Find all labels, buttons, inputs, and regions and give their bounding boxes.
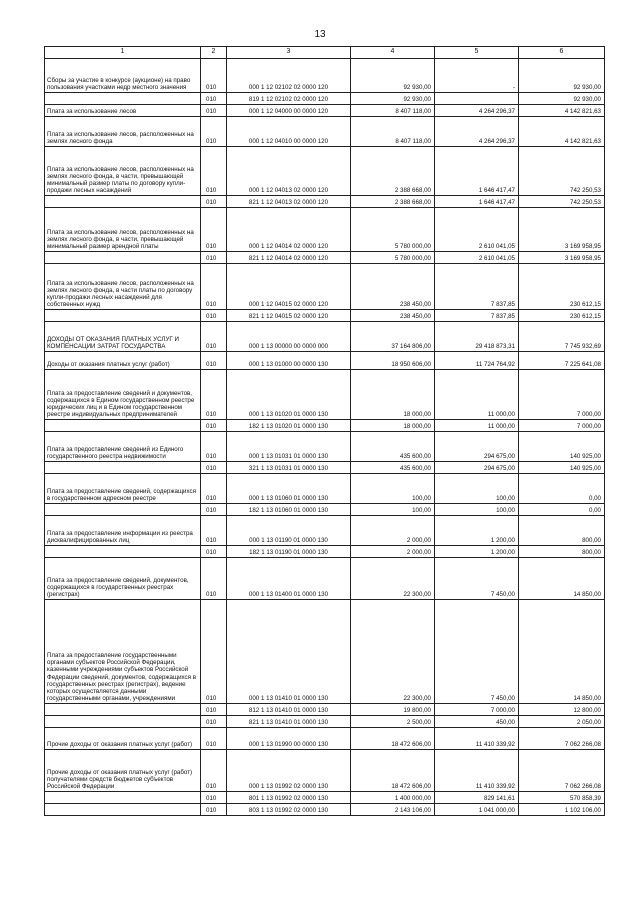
row-classification-code: 000 1 13 00000 00 0000 000 bbox=[227, 322, 351, 352]
row-executed-amount: 1 646 417,47 bbox=[435, 196, 519, 208]
row-approved-amount: 18 950 606,00 bbox=[351, 352, 435, 370]
row-approved-amount: 238 450,00 bbox=[351, 310, 435, 322]
row-description: Прочие доходы от оказания платных услуг (работ) получателями средств бюджетов субъектов Российской Федерации bbox=[45, 750, 201, 792]
row-description bbox=[45, 704, 201, 716]
row-code: 010 bbox=[201, 264, 227, 310]
row-remaining-amount: 0,00 bbox=[519, 504, 605, 516]
row-remaining-amount: 7 000,00 bbox=[519, 370, 605, 420]
row-approved-amount: 18 000,00 bbox=[351, 370, 435, 420]
row-classification-code: 000 1 13 01410 01 0000 130 bbox=[227, 600, 351, 704]
row-executed-amount: 294 675,00 bbox=[435, 432, 519, 462]
row-executed-amount: 7 000,00 bbox=[435, 704, 519, 716]
table-row bbox=[45, 352, 605, 370]
row-code: 010 bbox=[201, 59, 227, 93]
row-code: 010 bbox=[201, 147, 227, 196]
row-classification-code: 000 1 12 04015 02 0000 120 bbox=[227, 264, 351, 310]
row-executed-amount: 829 141,61 bbox=[435, 792, 519, 804]
row-classification-code: 821 1 12 04013 02 0000 120 bbox=[227, 196, 351, 208]
row-description: Плата за предоставление сведений, содержащихся в государственном адресном реестре bbox=[45, 474, 201, 504]
row-approved-amount: 22 300,00 bbox=[351, 600, 435, 704]
row-description: Плата за предоставление сведений из Единого государственного реестра недвижимости bbox=[45, 432, 201, 462]
row-approved-amount: 19 800,00 bbox=[351, 704, 435, 716]
row-code: 010 bbox=[201, 322, 227, 352]
table-row bbox=[45, 600, 605, 704]
table-row bbox=[45, 59, 605, 93]
row-description: Плата за предоставление информации из реестра дисквалифицированных лиц bbox=[45, 516, 201, 546]
row-executed-amount: 11 410 339,92 bbox=[435, 728, 519, 750]
row-code: 010 bbox=[201, 504, 227, 516]
table-row bbox=[45, 196, 605, 208]
row-remaining-amount: 230 612,15 bbox=[519, 310, 605, 322]
row-classification-code: 801 1 13 01992 02 0000 130 bbox=[227, 792, 351, 804]
row-executed-amount: 7 837,85 bbox=[435, 310, 519, 322]
row-approved-amount: 1 400 000,00 bbox=[351, 792, 435, 804]
row-remaining-amount: 14 850,00 bbox=[519, 558, 605, 600]
row-approved-amount: 2 143 106,00 bbox=[351, 804, 435, 816]
row-code: 010 bbox=[201, 352, 227, 370]
row-approved-amount: 2 000,00 bbox=[351, 546, 435, 558]
row-code: 010 bbox=[201, 716, 227, 728]
row-approved-amount: 18 472 606,00 bbox=[351, 750, 435, 792]
row-code: 010 bbox=[201, 105, 227, 117]
row-description bbox=[45, 792, 201, 804]
row-remaining-amount: 4 142 821,63 bbox=[519, 105, 605, 117]
row-remaining-amount: 1 102 106,00 bbox=[519, 804, 605, 816]
header-cell: 4 bbox=[351, 47, 435, 59]
row-code: 010 bbox=[201, 196, 227, 208]
table-row bbox=[45, 558, 605, 600]
row-classification-code: 819 1 12 02102 02 0000 120 bbox=[227, 93, 351, 105]
row-approved-amount: 100,00 bbox=[351, 504, 435, 516]
row-approved-amount: 5 780 000,00 bbox=[351, 252, 435, 264]
row-executed-amount: - bbox=[435, 59, 519, 93]
row-classification-code: 000 1 12 04013 02 0000 120 bbox=[227, 147, 351, 196]
row-code: 010 bbox=[201, 750, 227, 792]
table-row bbox=[45, 93, 605, 105]
table-row bbox=[45, 704, 605, 716]
row-description bbox=[45, 93, 201, 105]
row-code: 010 bbox=[201, 93, 227, 105]
row-executed-amount: 4 264 296,37 bbox=[435, 117, 519, 147]
table-row bbox=[45, 804, 605, 816]
row-code: 010 bbox=[201, 516, 227, 546]
row-remaining-amount: 0,00 bbox=[519, 474, 605, 504]
header-cell: 5 bbox=[435, 47, 519, 59]
row-description: Плата за предоставление сведений, документов, содержащихся в государственных реестрах (регистрах) bbox=[45, 558, 201, 600]
row-remaining-amount: 230 612,15 bbox=[519, 264, 605, 310]
row-description: Сборы за участие в конкурсе (аукционе) на право пользования участками недр местного значения bbox=[45, 59, 201, 93]
row-code: 010 bbox=[201, 600, 227, 704]
row-classification-code: 182 1 13 01060 01 0000 130 bbox=[227, 504, 351, 516]
row-executed-amount: 4 264 296,37 bbox=[435, 105, 519, 117]
row-classification-code: 000 1 13 01190 01 0000 130 bbox=[227, 516, 351, 546]
row-approved-amount: 435 600,00 bbox=[351, 432, 435, 462]
row-description bbox=[45, 420, 201, 432]
row-remaining-amount: 7 225 641,08 bbox=[519, 352, 605, 370]
row-approved-amount: 37 164 806,00 bbox=[351, 322, 435, 352]
row-code: 010 bbox=[201, 420, 227, 432]
row-classification-code: 821 1 12 04014 02 0000 120 bbox=[227, 252, 351, 264]
row-remaining-amount: 3 169 958,95 bbox=[519, 252, 605, 264]
row-description bbox=[45, 310, 201, 322]
row-code: 010 bbox=[201, 117, 227, 147]
row-description: Доходы от оказания платных услуг (работ) bbox=[45, 352, 201, 370]
table-row bbox=[45, 792, 605, 804]
row-executed-amount: 1 200,00 bbox=[435, 516, 519, 546]
row-executed-amount: 100,00 bbox=[435, 474, 519, 504]
row-description: Плата за использование лесов, расположенных на землях лесного фонда, в части, превышающей минимальный размер платы по договору купли-продажи лесных насаждений bbox=[45, 147, 201, 196]
row-remaining-amount: 140 925,00 bbox=[519, 462, 605, 474]
row-classification-code: 000 1 13 01400 01 0000 130 bbox=[227, 558, 351, 600]
row-classification-code: 182 1 13 01190 01 0000 130 bbox=[227, 546, 351, 558]
row-description bbox=[45, 462, 201, 474]
row-remaining-amount: 92 930,00 bbox=[519, 59, 605, 93]
table-row bbox=[45, 310, 605, 322]
row-executed-amount: 1 200,00 bbox=[435, 546, 519, 558]
row-classification-code: 803 1 13 01992 02 0000 130 bbox=[227, 804, 351, 816]
row-remaining-amount: 2 050,00 bbox=[519, 716, 605, 728]
table-row bbox=[45, 322, 605, 352]
row-description: Плата за использование лесов bbox=[45, 105, 201, 117]
row-description bbox=[45, 804, 201, 816]
row-remaining-amount: 800,00 bbox=[519, 546, 605, 558]
row-classification-code: 182 1 13 01020 01 0000 130 bbox=[227, 420, 351, 432]
row-classification-code: 000 1 13 01031 01 0000 130 bbox=[227, 432, 351, 462]
header-cell: 6 bbox=[519, 47, 605, 59]
row-classification-code: 000 1 13 01060 01 0000 130 bbox=[227, 474, 351, 504]
row-executed-amount: 11 000,00 bbox=[435, 370, 519, 420]
row-code: 010 bbox=[201, 474, 227, 504]
table-row bbox=[45, 432, 605, 462]
row-approved-amount: 5 780 000,00 bbox=[351, 208, 435, 252]
header-cell: 3 bbox=[227, 47, 351, 59]
table-row bbox=[45, 546, 605, 558]
row-executed-amount: 294 675,00 bbox=[435, 462, 519, 474]
row-description bbox=[45, 504, 201, 516]
row-approved-amount: 92 930,00 bbox=[351, 93, 435, 105]
row-description: Плата за использование лесов, расположенных на землях лесного фонда bbox=[45, 117, 201, 147]
row-classification-code: 000 1 12 02102 02 0000 120 bbox=[227, 59, 351, 93]
table-row bbox=[45, 264, 605, 310]
row-description: Прочие доходы от оказания платных услуг (работ) bbox=[45, 728, 201, 750]
row-executed-amount: 7 450,00 bbox=[435, 600, 519, 704]
row-approved-amount: 2 388 668,00 bbox=[351, 196, 435, 208]
row-description bbox=[45, 716, 201, 728]
row-executed-amount: 11 000,00 bbox=[435, 420, 519, 432]
row-remaining-amount: 92 930,00 bbox=[519, 93, 605, 105]
row-classification-code: 321 1 13 01031 01 0000 130 bbox=[227, 462, 351, 474]
row-classification-code: 000 1 12 04014 02 0000 120 bbox=[227, 208, 351, 252]
row-code: 010 bbox=[201, 462, 227, 474]
row-description: Плата за предоставление сведений и документов, содержащихся в Едином государственном реестре юридических лиц и в Едином государственном реестре индивидуальных предпринимателей bbox=[45, 370, 201, 420]
row-remaining-amount: 12 800,00 bbox=[519, 704, 605, 716]
table-row bbox=[45, 105, 605, 117]
row-remaining-amount: 7 062 266,08 bbox=[519, 750, 605, 792]
header-cell: 2 bbox=[201, 47, 227, 59]
row-remaining-amount: 570 858,39 bbox=[519, 792, 605, 804]
row-approved-amount: 8 407 118,00 bbox=[351, 105, 435, 117]
table-row bbox=[45, 716, 605, 728]
row-executed-amount: 1 646 417,47 bbox=[435, 147, 519, 196]
income-table bbox=[44, 46, 605, 816]
table-row bbox=[45, 208, 605, 252]
row-approved-amount: 2 500,00 bbox=[351, 716, 435, 728]
row-executed-amount: 2 610 041,05 bbox=[435, 208, 519, 252]
row-classification-code: 000 1 12 04000 00 0000 120 bbox=[227, 105, 351, 117]
row-classification-code: 812 1 13 01410 01 0000 130 bbox=[227, 704, 351, 716]
row-remaining-amount: 7 745 932,69 bbox=[519, 322, 605, 352]
table-row bbox=[45, 252, 605, 264]
row-approved-amount: 2 388 668,00 bbox=[351, 147, 435, 196]
row-remaining-amount: 7 000,00 bbox=[519, 420, 605, 432]
row-approved-amount: 238 450,00 bbox=[351, 264, 435, 310]
row-remaining-amount: 14 850,00 bbox=[519, 600, 605, 704]
row-classification-code: 000 1 13 01992 02 0000 130 bbox=[227, 750, 351, 792]
row-approved-amount: 100,00 bbox=[351, 474, 435, 504]
row-code: 010 bbox=[201, 804, 227, 816]
row-code: 010 bbox=[201, 252, 227, 264]
row-approved-amount: 22 300,00 bbox=[351, 558, 435, 600]
row-code: 010 bbox=[201, 432, 227, 462]
row-description bbox=[45, 252, 201, 264]
table-row bbox=[45, 750, 605, 792]
row-executed-amount: 450,00 bbox=[435, 716, 519, 728]
row-description: Плата за использование лесов, расположенных на землях лесного фонда, в части платы по договору купли-продажи лесных насаждений для собственных нужд bbox=[45, 264, 201, 310]
row-code: 010 bbox=[201, 310, 227, 322]
row-executed-amount: 11 724 764,92 bbox=[435, 352, 519, 370]
row-description: ДОХОДЫ ОТ ОКАЗАНИЯ ПЛАТНЫХ УСЛУГ И КОМПЕНСАЦИИ ЗАТРАТ ГОСУДАРСТВА bbox=[45, 322, 201, 352]
table-row bbox=[45, 370, 605, 420]
row-executed-amount: 7 450,00 bbox=[435, 558, 519, 600]
row-remaining-amount: 4 142 821,63 bbox=[519, 117, 605, 147]
table-row bbox=[45, 728, 605, 750]
row-classification-code: 000 1 13 01020 01 0000 130 bbox=[227, 370, 351, 420]
row-executed-amount bbox=[435, 93, 519, 105]
row-remaining-amount: 7 062 266,08 bbox=[519, 728, 605, 750]
row-executed-amount: 100,00 bbox=[435, 504, 519, 516]
row-remaining-amount: 3 169 958,95 bbox=[519, 208, 605, 252]
table-row bbox=[45, 420, 605, 432]
row-classification-code: 821 1 12 04015 02 0000 120 bbox=[227, 310, 351, 322]
row-executed-amount: 29 418 873,31 bbox=[435, 322, 519, 352]
table-row bbox=[45, 117, 605, 147]
row-approved-amount: 18 472 606,00 bbox=[351, 728, 435, 750]
row-description: Плата за использование лесов, расположенных на землях лесного фонда, в части, превышающей минимальный размер арендной платы bbox=[45, 208, 201, 252]
row-remaining-amount: 140 925,00 bbox=[519, 432, 605, 462]
row-classification-code: 000 1 13 01990 00 0000 130 bbox=[227, 728, 351, 750]
row-executed-amount: 11 410 339,92 bbox=[435, 750, 519, 792]
row-code: 010 bbox=[201, 546, 227, 558]
page-number: 13 bbox=[314, 29, 326, 40]
table-row bbox=[45, 462, 605, 474]
row-remaining-amount: 800,00 bbox=[519, 516, 605, 546]
table-row bbox=[45, 474, 605, 504]
row-approved-amount: 92 930,00 bbox=[351, 59, 435, 93]
row-code: 010 bbox=[201, 558, 227, 600]
row-classification-code: 000 1 12 04010 00 0000 120 bbox=[227, 117, 351, 147]
row-code: 010 bbox=[201, 208, 227, 252]
row-description: Плата за предоставление государственными органами субъектов Российской Федерации, казенными учреждениями субъектов Российской Федерации сведений, документов, содержащихся в государственных реестрах (регистрах), ведение которых осуществляется данными государственными органами, учреждениями bbox=[45, 600, 201, 704]
row-description bbox=[45, 196, 201, 208]
row-approved-amount: 8 407 118,00 bbox=[351, 117, 435, 147]
table-row bbox=[45, 147, 605, 196]
row-remaining-amount: 742 250,53 bbox=[519, 147, 605, 196]
row-classification-code: 000 1 13 01000 00 0000 130 bbox=[227, 352, 351, 370]
row-code: 010 bbox=[201, 792, 227, 804]
table-header-row bbox=[45, 47, 605, 59]
row-approved-amount: 2 000,00 bbox=[351, 516, 435, 546]
row-executed-amount: 2 610 041,05 bbox=[435, 252, 519, 264]
row-code: 010 bbox=[201, 370, 227, 420]
table-row bbox=[45, 516, 605, 546]
row-code: 010 bbox=[201, 728, 227, 750]
row-code: 010 bbox=[201, 704, 227, 716]
table-row bbox=[45, 504, 605, 516]
row-classification-code: 821 1 13 01410 01 0000 130 bbox=[227, 716, 351, 728]
row-approved-amount: 435 600,00 bbox=[351, 462, 435, 474]
header-cell: 1 bbox=[45, 47, 201, 59]
row-remaining-amount: 742 250,53 bbox=[519, 196, 605, 208]
row-approved-amount: 18 000,00 bbox=[351, 420, 435, 432]
row-executed-amount: 7 837,85 bbox=[435, 264, 519, 310]
row-executed-amount: 1 041 000,00 bbox=[435, 804, 519, 816]
row-description bbox=[45, 546, 201, 558]
